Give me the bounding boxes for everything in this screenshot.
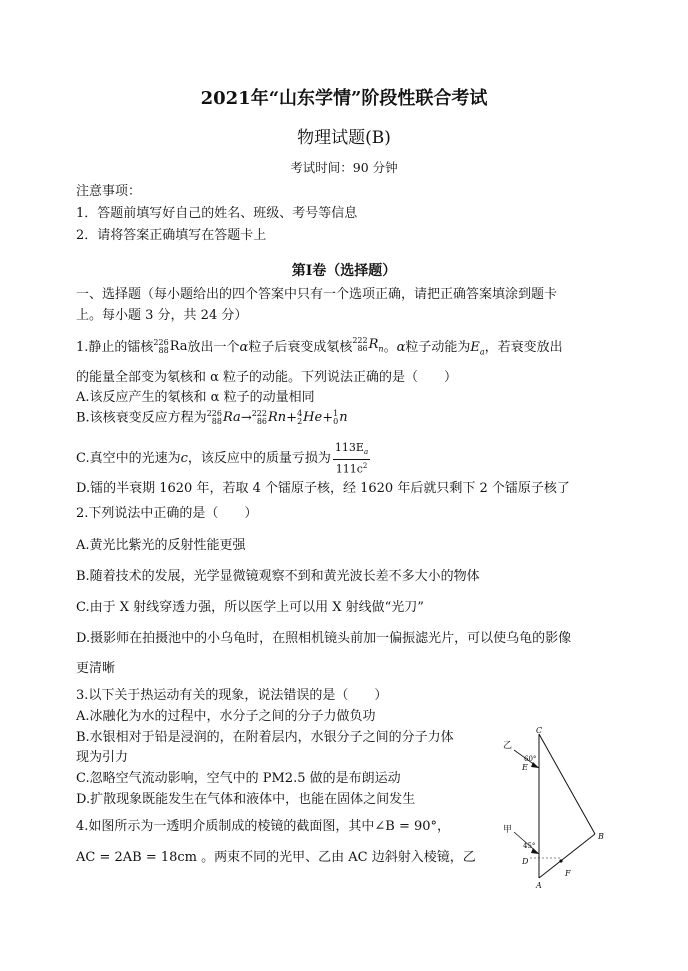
edge-cb (539, 734, 595, 834)
q1-option-d: D.镭的半衰期 1620 年，若取 4 个镭原子核，经 1620 年后就只剩下 2 个镭原子核了 (76, 481, 570, 496)
eq-ra-mass: 226 (206, 408, 222, 418)
q1-text: 。 (383, 339, 397, 355)
fraction-numerator: 113E (334, 441, 364, 455)
label-f: F (565, 869, 571, 878)
prism-diagram (492, 724, 622, 894)
alpha-symbol: α (239, 339, 249, 355)
q4-stem-cont: AC = 2AB = 18cm 。两束不同的光甲、乙由 AC 边斜射入棱镜，乙 (76, 850, 476, 865)
notes-heading: 注意事项： (76, 184, 142, 199)
label-jia: 甲 (503, 825, 513, 835)
q2-option-b: B.随着技术的发展，光学显微镜观察不到和黄光波长差不多大小的物体 (76, 569, 480, 584)
q1-option-a: A.该反应产生的氡核和 α 粒子的动量相同 (76, 390, 315, 405)
eq-n-z: 0 (333, 416, 339, 426)
rn-mass-number: 222 (352, 335, 368, 345)
eq-rn-z: 86 (256, 416, 267, 426)
q1-option-c-text: C.真空中的光速为 (76, 451, 181, 466)
q1-text: 1.静止的镭核 (76, 339, 154, 355)
ra-atomic-number: 88 (158, 345, 169, 355)
rn-symbol: R (368, 337, 379, 352)
plus-sign: + (322, 410, 334, 426)
angle-60-label: 60° (524, 755, 537, 763)
exam-title: 2021年“山东学情”阶段性联合考试 (200, 88, 488, 109)
eq-n (333, 408, 347, 428)
rn-subscript: n (378, 344, 384, 354)
q2-option-d-cont: 更清晰 (76, 661, 116, 676)
ra-nuclide (153, 337, 187, 357)
q4-stem: 4.如图所示为一透明介质制成的棱镜的截面图，其中∠B = 90°， (76, 819, 451, 834)
rn-nuclide (352, 335, 383, 360)
point-f-dot (559, 859, 562, 862)
q1-option-c-text: ，该反应中的质量亏损为 (187, 451, 331, 466)
q1-text: 粒子后衰变成氡核 (248, 339, 353, 355)
eq-he-symbol: He (303, 410, 323, 425)
q1-stem (76, 335, 563, 362)
q2-option-d: D.摄影师在拍摄池中的小乌龟时，在照相机镜头前加一偏振滤光片，可以使乌龟的影像 (76, 631, 572, 646)
q1-text: 粒子动能为 (405, 339, 471, 355)
q3-option-d: D.扩散现象既能发生在气体和液体中，也能在固体之间发生 (76, 792, 416, 807)
light-speed-symbol: c (180, 451, 188, 466)
eq-ra (207, 408, 241, 428)
fraction-denominator-sup: 2 (362, 462, 368, 471)
alpha-symbol: α (396, 339, 406, 355)
exam-time: 考试时间：90 分钟 (290, 160, 398, 175)
rn-atomic-number: 86 (357, 343, 368, 353)
q1-option-c (76, 440, 372, 478)
eq-n-symbol: n (339, 410, 348, 425)
q3-option-c: C.忽略空气流动影响，空气中的 PM2.5 做的是布朗运动 (76, 771, 401, 786)
label-e: E (522, 763, 528, 772)
q1-option-b-text: B.该核衰变反应方程为 (76, 410, 207, 426)
q2-option-c: C.由于 X 射线穿透力强，所以医学上可以用 X 射线做“光刀” (76, 600, 424, 615)
label-c: C (536, 726, 543, 735)
eq-he-mass: 4 (297, 408, 303, 418)
eq-ra-symbol: Ra (222, 410, 241, 425)
eq-rn (252, 408, 286, 428)
q3-option-a: A.冰融化为水的过程中，水分子之间的分子力做负功 (76, 709, 376, 724)
section-instructions-cont: 上。每小题 3 分，共 24 分） (76, 308, 248, 323)
q3-stem: 3.以下关于热运动有关的现象，说法错误的是（ ） (76, 688, 388, 703)
exam-subtitle: 物理试题(B) (297, 128, 391, 148)
label-a: A (536, 881, 542, 890)
eq-rn-symbol: Rn (268, 410, 287, 425)
q1-text: 放出一个 (187, 339, 240, 355)
energy-symbol: E (470, 339, 480, 355)
notes-item: 1．答题前填写好自己的姓名、班级、考号等信息 (76, 206, 358, 221)
arrow-icon: → (240, 410, 252, 426)
q3-option-b: B.水银相对于铅是浸润的，在附着层内，水银分子之间的分子力体 (76, 730, 454, 745)
eq-rn-mass: 222 (251, 408, 267, 418)
plus-sign: + (286, 410, 298, 426)
q2-option-a: A.黄光比紫光的反射性能更强 (76, 538, 246, 553)
fraction-numerator-sub: a (363, 448, 369, 457)
section-title: 第I卷（选择题） (291, 263, 397, 279)
q1-option-b (76, 408, 348, 429)
label-b: B (598, 832, 604, 841)
q3-option-b-cont: 现为引力 (76, 750, 129, 765)
energy-subscript: a (479, 347, 485, 357)
ra-symbol: Ra (169, 339, 188, 355)
eq-he (297, 408, 322, 428)
eq-he-z: 2 (297, 416, 303, 426)
q1-text: ，若衰变放出 (484, 339, 563, 355)
angle-45-label: 45° (523, 842, 536, 850)
section-instructions: 一、选择题（每小题给出的四个答案中只有一个选项正确，请把正确答案填涂到题卡 (76, 287, 558, 302)
ra-mass-number: 226 (153, 337, 169, 347)
q1-stem-cont: 的能量全部变为氡核和 α 粒子的动能。下列说法正确的是（ ） (76, 370, 458, 385)
fraction-denominator: 111c (335, 462, 363, 476)
q2-stem: 2.下列说法中正确的是（ ） (76, 506, 258, 521)
notes-item: 2．请将答案正确填写在答题卡上 (76, 228, 267, 243)
eq-ra-z: 88 (211, 416, 222, 426)
eq-n-mass: 1 (333, 408, 339, 418)
label-yi: 乙 (503, 741, 513, 751)
mass-defect-fraction (333, 441, 370, 476)
label-d: D (522, 857, 529, 866)
